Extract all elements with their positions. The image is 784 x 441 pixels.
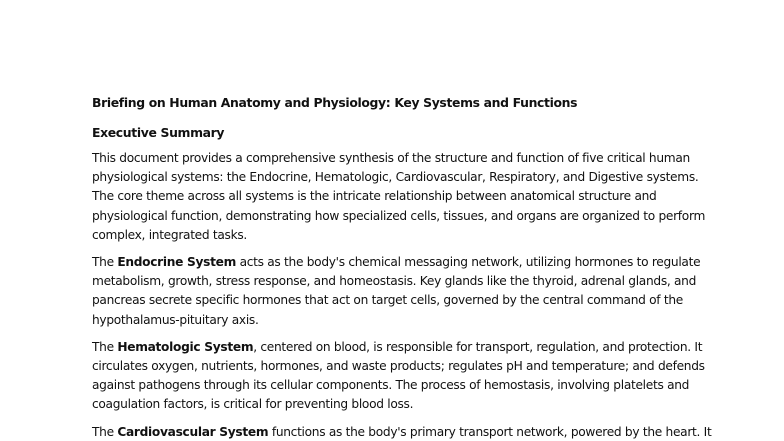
endocrine-system-term: Endocrine System <box>117 255 237 270</box>
paragraph-line: metabolism, growth, stress response, and homeostasis. Key glands like the thyroid, adrenal glands, and <box>92 274 697 289</box>
paragraph-line: physiological systems: the Endocrine, Hematologic, Cardiovascular, Respiratory, and Digestive systems. <box>92 170 699 185</box>
paragraph-line: hypothalamus-pituitary axis. <box>92 312 259 327</box>
cardiovascular-paragraph <box>92 423 712 441</box>
paragraph-lead: The <box>92 339 118 354</box>
paragraph-line: coagulation factors, is critical for preventing blood loss. <box>92 397 414 412</box>
paragraph-line: complex, integrated tasks. <box>92 227 247 242</box>
paragraph-text: functions as the body's primary transport network, powered by the heart. It <box>268 424 712 439</box>
hematologic-paragraph <box>92 338 705 415</box>
document-content <box>92 94 712 441</box>
executive-summary-heading: Executive Summary <box>92 125 225 140</box>
paragraph-text: acts as the body's chemical messaging network, utilizing hormones to regulate <box>236 255 701 270</box>
document-title: Briefing on Human Anatomy and Physiology: Key Systems and Functions <box>92 95 578 110</box>
intro-paragraph <box>92 149 706 245</box>
paragraph-text: , centered on blood, is responsible for transport, regulation, and protection. It <box>253 339 703 354</box>
paragraph-lead: The <box>92 255 118 270</box>
cardiovascular-system-term: Cardiovascular System <box>117 424 269 439</box>
paragraph-line: circulates oxygen, nutrients, hormones, and waste products; regulates pH and temperature; and defends <box>92 359 705 374</box>
paragraph-lead: The <box>92 424 118 439</box>
paragraph-line: This document provides a comprehensive synthesis of the structure and function of five critical human <box>92 151 690 165</box>
paragraph-line: The core theme across all systems is the intricate relationship between anatomical structure and <box>92 189 657 204</box>
endocrine-paragraph <box>92 253 701 330</box>
paragraph-line: against pathogens through its cellular components. The process of hemostasis, involving platelets and <box>92 378 690 393</box>
hematologic-system-term: Hematologic System <box>117 339 254 354</box>
paragraph-line <box>92 423 712 441</box>
paragraph-line <box>92 338 703 357</box>
paragraph-line <box>92 253 701 272</box>
paragraph-line: pancreas secrete specific hormones that act on target cells, governed by the central command of the <box>92 293 683 308</box>
paragraph-line: physiological function, demonstrating how specialized cells, tissues, and organs are organized to perform <box>92 208 706 223</box>
